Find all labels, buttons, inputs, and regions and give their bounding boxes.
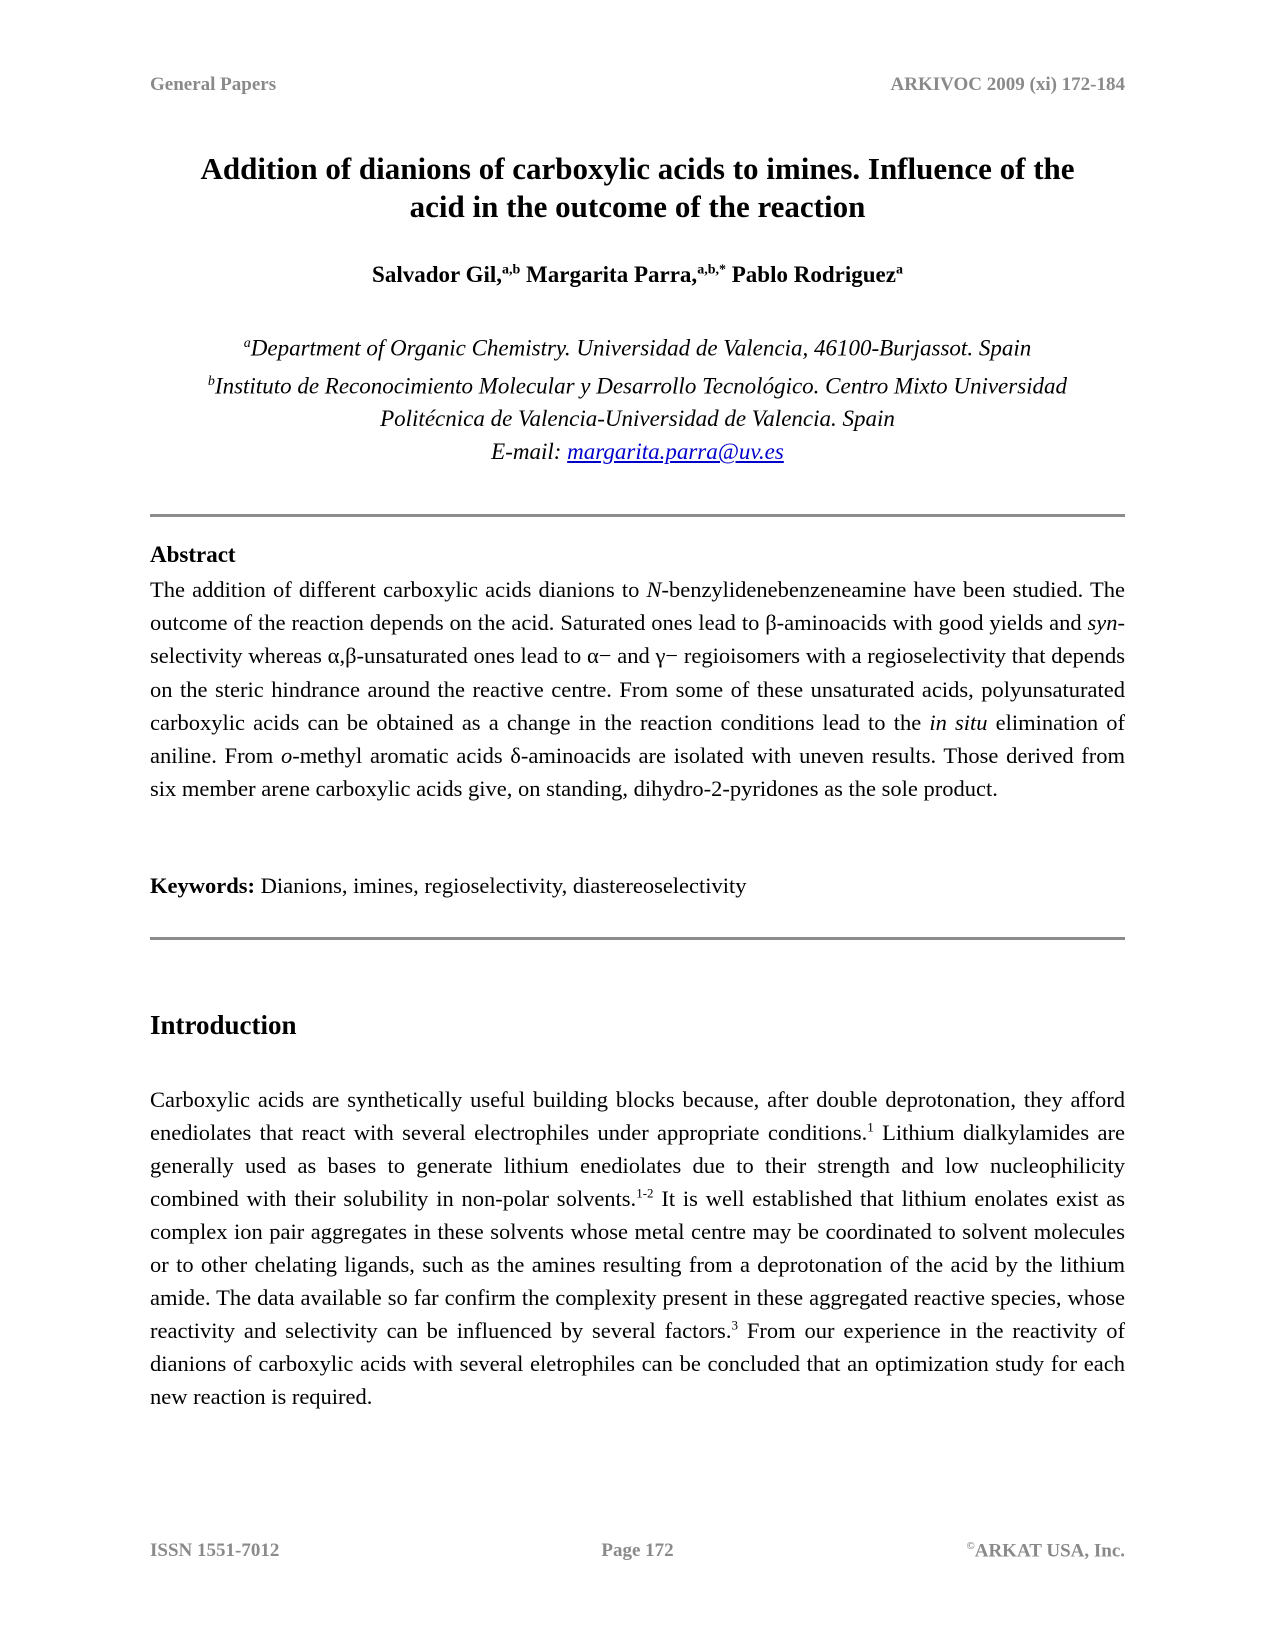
journal-section-label: General Papers — [150, 74, 277, 95]
affiliations — [150, 327, 1125, 468]
author-affiliation-mark: a — [895, 262, 903, 278]
issn: ISSN 1551-7012 — [150, 1540, 280, 1561]
author-name: Margarita Parra, — [526, 262, 698, 287]
author-affiliation-mark: a,b — [501, 262, 521, 278]
affiliation-b-continued: Politécnica de Valencia-Universidad de Valencia. Spain — [380, 406, 895, 432]
abstract-heading: Abstract — [150, 542, 236, 567]
abstract-text: The addition of different carboxylic acids dianions to N-benzylidenebenzeneamine have been studied. The outcome of the reaction depends on the acid. Saturated ones lead to β-aminoacids with good yields and syn-selectivity whereas α,β-unsaturated ones lead to α− and γ− regioisomers with a regioselectivity that depends on the steric hindrance around the reactive centre. From some of these unsaturated acids, polyunsaturated carboxylic acids can be obtained as a change in the reaction conditions lead to the in situ elimination of aniline. From o-methyl aromatic acids δ-aminoacids are isolated with uneven results. Those derived from six member arene carboxylic acids give, on standing, dihydro-2-pyridones as the sole product. — [150, 577, 1126, 802]
keywords — [150, 873, 747, 899]
paper-title-line-1: Addition of dianions of carboxylic acids to imines. Influence of the — [200, 151, 1075, 186]
reference-marker: 1 — [867, 1119, 874, 1135]
reference-marker: 1-2 — [636, 1185, 654, 1201]
paper-title-line-2: acid in the outcome of the reaction — [409, 189, 866, 224]
email-link[interactable]: margarita.parra@uv.es — [567, 439, 784, 465]
reference-marker: 3 — [731, 1317, 738, 1333]
author-name: Salvador Gil, — [372, 262, 502, 287]
top-divider — [150, 514, 1125, 517]
author-list — [150, 262, 1125, 288]
email-line — [150, 435, 1125, 468]
author-name: Pablo Rodriguez — [731, 262, 896, 287]
publisher: ©ARKAT USA, Inc. — [966, 1540, 1125, 1562]
bottom-divider — [150, 937, 1125, 940]
keywords-label: Keywords: — [150, 873, 255, 898]
author-affiliation-mark: a,b,* — [697, 262, 726, 278]
keywords-text: Dianions, imines, regioselectivity, diastereoselectivity — [255, 873, 747, 898]
affiliation-a: $^a$Department of Organic Chemistry. Universidad de Valencia, 46100-Burjassot. Spain — [243, 335, 1032, 361]
introduction-heading: Introduction — [150, 1010, 297, 1040]
paper-title — [150, 150, 1125, 226]
email-label: E-mail: — [491, 439, 568, 465]
introduction-text: Carboxylic acids are synthetically useful building blocks because, after double deprotonation, they afford enediolates that react with several electrophiles under appropriate conditions.$^1$ Lithium dialkylamides are generally used as bases to generate lithium enediolates due to their strength and low nucleophilicity combined with their solubility in non-polar solvents.$^{1-2}$ It is well established that lithium enolates exist as complex ion pair aggregates in these solvents whose metal centre may be coordinated to solvent molecules or to other chelating ligands, such as the amines resulting from a deprotonation of the acid by the lithium amide. The data available so far confirm the complexity present in these aggregated reactive species, whose reactivity and selectivity can be influenced by several factors.$^3$ From our experience in the reactivity of dianions of carboxylic acids with several eletrophiles can be concluded that an optimization study for each new reaction is required. — [150, 1087, 1125, 1409]
journal-citation: ARKIVOC 2009 (xi) 172-184 — [890, 74, 1125, 95]
page-number: Page 172 — [601, 1540, 674, 1561]
affiliation-b: $^b$Instituto de Reconocimiento Molecular y Desarrollo Tecnológico. Centro Mixto Universidad — [207, 373, 1068, 399]
copyright-symbol: © — [966, 1540, 975, 1552]
